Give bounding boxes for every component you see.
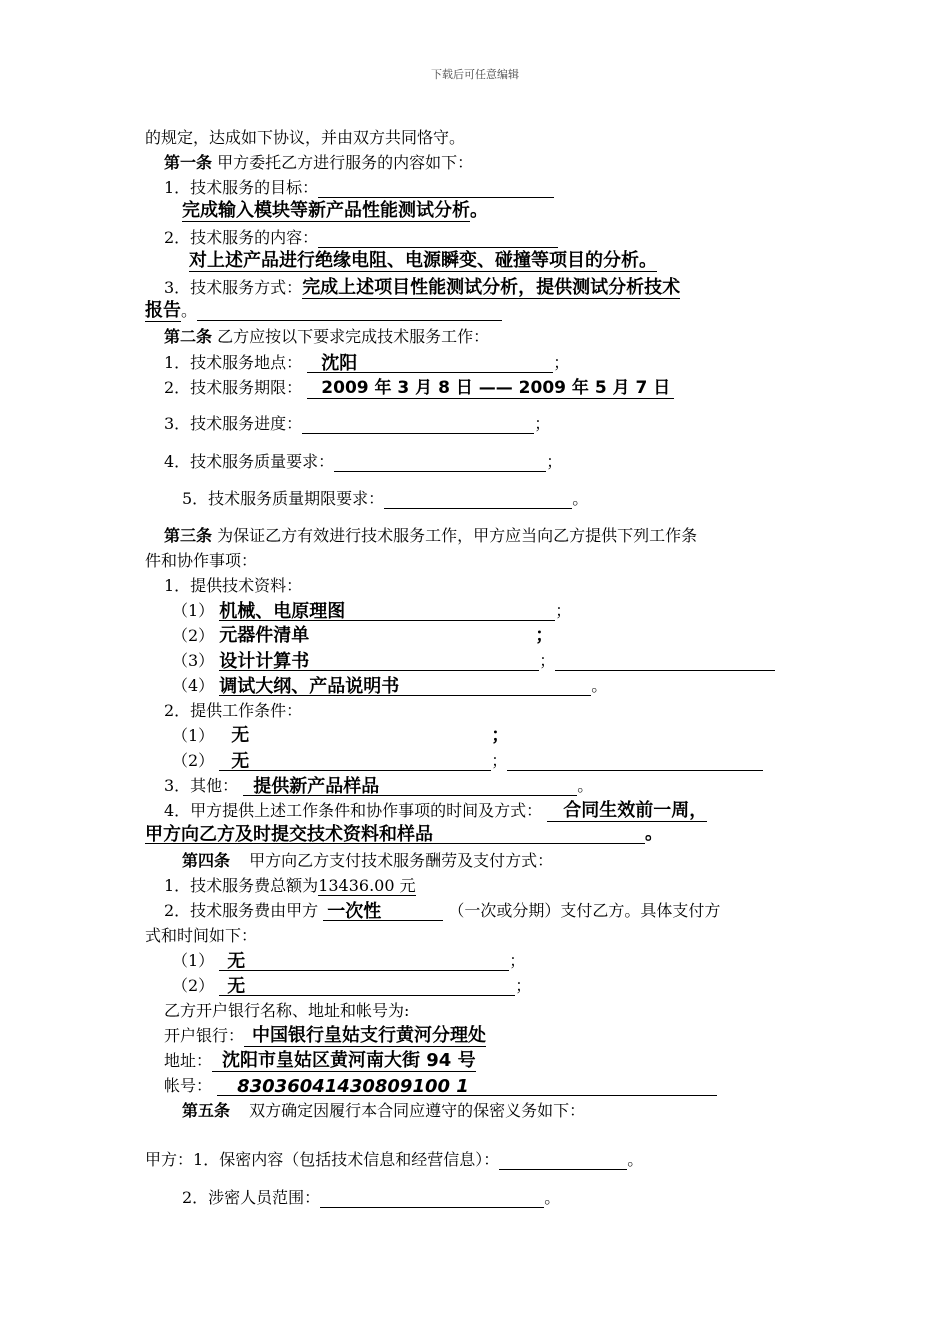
period: 。 <box>577 776 594 795</box>
a5-item-2 <box>182 1188 560 1208</box>
a4-item-2-text-2: 式和时间如下： <box>145 926 258 945</box>
a1-item-1-label: 1．技术服务的目标： <box>164 178 319 197</box>
a2-item-5-label: 5．技术服务质量期限要求： <box>182 489 385 508</box>
semicolon: ； <box>491 725 510 746</box>
article-4-text: 甲方向乙方支付技术服务酬劳及支付方式： <box>249 851 554 870</box>
a3-doc-4-num: （4） <box>172 676 215 695</box>
a3-cond-2-num: （2） <box>172 751 215 770</box>
a2-item-2-label: 2．技术服务期限： <box>164 378 303 397</box>
a3-doc-3-field <box>219 652 539 671</box>
a4-pay-1-field <box>219 952 509 971</box>
a3-cond-1-num: （1） <box>172 726 215 745</box>
a2-item-3-label: 3．技术服务进度： <box>164 414 303 433</box>
a3-doc-3-value: 设计计算书 <box>219 651 310 672</box>
a3-doc-2-num: （2） <box>172 626 215 645</box>
blank-line <box>318 179 554 198</box>
article-5 <box>182 1101 585 1121</box>
semicolon: ； <box>535 625 554 646</box>
a3-cond-1-value: 无 <box>231 725 250 746</box>
a3-item-3-label: 3．其他： <box>164 776 239 795</box>
intro-text: 的规定，达成如下协议，并由双方共同恪守。 <box>145 128 466 147</box>
article-2-title: 第二条 <box>164 327 213 346</box>
a4-item-1-label: 1．技术服务费总额为 <box>164 876 319 895</box>
a4-item-2 <box>164 901 720 921</box>
a4-pay-1-value: 无 <box>227 951 246 972</box>
blank-line <box>320 1189 544 1208</box>
a3-cond-2-field <box>219 752 491 771</box>
article-2-text: 乙方应按以下要求完成技术服务工作： <box>217 327 490 346</box>
a1-item-1 <box>164 178 554 198</box>
a4-item-2-field <box>323 902 443 921</box>
a3-doc-4-value: 调试大纲、产品说明书 <box>219 676 400 697</box>
a4-address-label: 地址： <box>164 1051 213 1070</box>
a4-bank-info-label: 乙方开户银行名称、地址和帐号为: <box>164 1001 410 1020</box>
a3-doc-4 <box>172 676 607 696</box>
a3-cond-1 <box>172 726 509 746</box>
a4-account <box>164 1076 717 1096</box>
page-header: 下载后可任意编辑 <box>431 68 519 81</box>
article-3 <box>164 526 697 546</box>
article-3-text: 为保证乙方有效进行技术服务工作，甲方应当向乙方提供下列工作条 <box>217 526 698 545</box>
a3-item-3 <box>164 776 593 796</box>
a3-item-2-label: 2．提供工作条件： <box>164 701 303 720</box>
blank-line <box>197 302 502 321</box>
article-1 <box>164 153 473 173</box>
a3-item-3-field <box>243 777 577 796</box>
article-1-title: 第一条 <box>164 153 213 172</box>
a4-pay-1 <box>172 951 525 971</box>
a2-item-1 <box>164 353 569 373</box>
a4-item-1-value: 13436.00 元 <box>318 876 416 895</box>
period: 。 <box>645 823 663 844</box>
article-2 <box>164 327 489 347</box>
article-5-text: 双方确定因履行本合同应遵守的保密义务如下： <box>249 1101 586 1120</box>
article-3-text-2: 件和协作事项： <box>145 551 258 570</box>
a5-item-2-label: 2．涉密人员范围： <box>182 1188 321 1207</box>
a3-doc-3 <box>172 651 775 671</box>
a4-pay-2-num: （2） <box>172 976 215 995</box>
a3-doc-3-num: （3） <box>172 651 215 670</box>
period: 。 <box>544 1188 561 1207</box>
a1-item-1-text: 完成输入模块等新产品性能测试分析 <box>182 200 470 221</box>
a3-doc-1 <box>172 601 571 621</box>
semicolon: ； <box>509 951 526 970</box>
a2-item-1-field <box>307 354 553 373</box>
article-1-text: 甲方委托乙方进行服务的内容如下： <box>217 153 474 172</box>
a1-item-3-text-2: 报告 <box>145 300 181 321</box>
a1-item-2-label: 2．技术服务的内容： <box>164 228 319 247</box>
a5-item-1 <box>145 1150 643 1170</box>
a3-item-4-label: 4．甲方提供上述工作条件和协作事项的时间及方式： <box>164 801 543 820</box>
blank-line <box>384 490 572 509</box>
blank-line <box>318 229 558 248</box>
blank-line <box>302 415 534 434</box>
a1-item-2-text: 对上述产品进行绝缘电阻、电源瞬变、碰撞等项目的分析。 <box>189 250 657 271</box>
a3-doc-4-field <box>219 677 591 696</box>
a2-item-1-label: 1．技术服务地点： <box>164 353 303 372</box>
a5-item-1-label: 1．保密内容（包括技术信息和经营信息）： <box>193 1150 500 1169</box>
a4-bank <box>164 1026 486 1046</box>
semicolon: ； <box>515 976 532 995</box>
a4-item-2-value: 一次性 <box>327 901 382 922</box>
period: 。 <box>572 489 589 508</box>
a1-item-1-value <box>182 201 488 221</box>
semicolon: ； <box>553 353 570 372</box>
semicolon: ； <box>555 601 572 620</box>
a3-item-3-value: 提供新产品样品 <box>253 776 380 797</box>
a1-item-2 <box>164 228 558 248</box>
a4-item-2-label: 2．技术服务费由甲方 <box>164 901 319 920</box>
a2-item-2 <box>164 378 674 398</box>
a2-item-2-value: 2009 年 3 月 8 日 —— 2009 年 5 月 7 日 <box>307 378 674 399</box>
period: 。 <box>470 200 488 221</box>
a3-item-1-label: 1．提供技术资料： <box>164 576 303 595</box>
a3-cond-2-value: 无 <box>231 751 250 772</box>
semicolon: ； <box>534 414 551 433</box>
a4-pay-2-field <box>219 977 515 996</box>
a2-item-4-label: 4．技术服务质量要求： <box>164 452 335 471</box>
a3-item-4-cont <box>145 824 663 844</box>
a1-item-2-value <box>189 251 657 271</box>
a3-doc-1-value: 机械、电原理图 <box>219 601 346 622</box>
a3-doc-1-num: （1） <box>172 601 215 620</box>
blank-line <box>555 652 775 671</box>
a4-item-1 <box>164 876 416 896</box>
period: 。 <box>627 1150 644 1169</box>
semicolon: ； <box>546 452 563 471</box>
blank-line <box>507 752 763 771</box>
a3-doc-2-value: 元器件清单 <box>219 625 310 646</box>
a3-item-4-value: 合同生效前一周， <box>547 800 707 822</box>
article-5-title: 第五条 <box>182 1101 231 1120</box>
blank-line <box>334 453 546 472</box>
a1-item-3-cont <box>145 301 502 321</box>
a4-account-value: 83036041430809100 1 <box>237 1076 469 1097</box>
blank-line <box>499 1151 627 1170</box>
a1-item-3-label: 3．技术服务方式： <box>164 278 303 297</box>
a3-cond-2 <box>172 751 763 771</box>
a4-item-2-text: （一次或分期）支付乙方。具体支付方 <box>448 901 721 920</box>
period: 。 <box>181 301 198 320</box>
a4-bank-label: 开户银行： <box>164 1026 245 1045</box>
a5-party-label: 甲方： <box>145 1150 194 1169</box>
a4-account-field <box>217 1077 717 1096</box>
article-4 <box>182 851 553 871</box>
a2-item-4 <box>164 452 562 472</box>
a4-account-label: 帐号： <box>164 1076 213 1095</box>
a3-item-4 <box>164 801 707 821</box>
a4-pay-2-value: 无 <box>227 976 246 997</box>
article-3-title: 第三条 <box>164 526 213 545</box>
a1-item-3-text: 完成上述项目性能测试分析，提供测试分析技术 <box>302 277 681 298</box>
a3-item-4-value-2: 甲方向乙方及时提交技术资料和样品 <box>145 824 433 845</box>
article-4-title: 第四条 <box>182 851 231 870</box>
a4-pay-2 <box>172 976 531 996</box>
a4-pay-1-num: （1） <box>172 951 215 970</box>
a4-address <box>164 1051 476 1071</box>
a4-address-value: 沈阳市皇姑区黄河南大街 94 号 <box>212 1050 476 1072</box>
semicolon: ； <box>491 751 508 770</box>
a2-item-3 <box>164 414 550 434</box>
a1-item-3 <box>164 278 680 298</box>
a3-doc-1-field <box>219 602 555 621</box>
a3-doc-2 <box>172 626 553 646</box>
a2-item-1-value: 沈阳 <box>321 353 358 374</box>
a4-bank-value: 中国银行皇姑支行黄河分理处 <box>244 1025 486 1047</box>
a2-item-5 <box>182 489 588 509</box>
semicolon: ； <box>539 651 556 670</box>
period: 。 <box>591 676 608 695</box>
a3-item-4-field-2 <box>145 825 645 844</box>
